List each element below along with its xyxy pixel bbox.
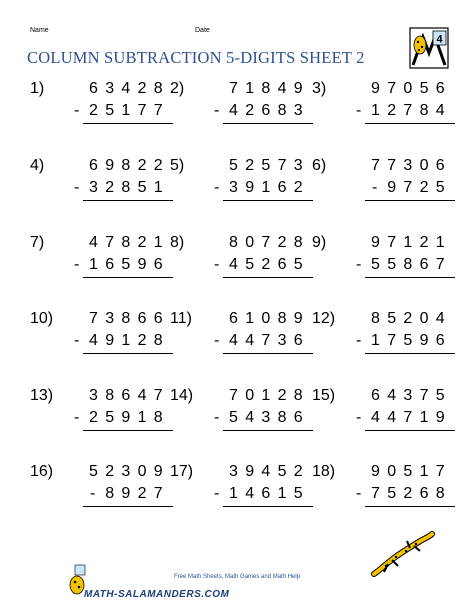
answer-line (365, 353, 455, 354)
answer-line (365, 506, 455, 507)
subtrahend: 8927 (105, 485, 170, 502)
subtrahend: 55867 (371, 256, 452, 273)
problem-6 (312, 157, 452, 207)
minus-sign: - (74, 409, 80, 426)
minus-sign: - (356, 409, 362, 426)
problem-7 (30, 234, 170, 284)
answer-line (365, 200, 455, 201)
salamander-icon (366, 530, 436, 582)
minus-sign: - (214, 409, 220, 426)
problem-10 (30, 310, 170, 360)
problem-number: 15) (312, 387, 336, 404)
problem-number: 14) (170, 387, 194, 404)
subtrahend: 16596 (89, 256, 170, 273)
problem-11 (170, 310, 310, 360)
answer-line (83, 506, 173, 507)
minuend: 64375 (371, 387, 452, 404)
minuend: 47821 (89, 234, 170, 251)
answer-line (223, 277, 313, 278)
answer-line (223, 430, 313, 431)
problem-18 (312, 463, 452, 513)
problem-5 (170, 157, 310, 207)
minuend: 80728 (229, 234, 310, 251)
problem-12 (312, 310, 452, 360)
subtrahend: 49128 (89, 332, 170, 349)
minus-sign: - (214, 179, 220, 196)
problem-number: 6) (312, 157, 327, 174)
subtrahend: 25918 (89, 409, 170, 426)
minuend: 77306 (371, 157, 452, 174)
problem-number: 1) (30, 80, 45, 97)
problem-number: 3) (312, 80, 327, 97)
minuend: 52309 (89, 463, 170, 480)
svg-text:4: 4 (436, 33, 443, 46)
problem-9 (312, 234, 452, 284)
problem-number: 7) (30, 234, 45, 251)
minus-sign: - (356, 102, 362, 119)
footer-brand: MATH-SALAMANDERS.COM (84, 589, 230, 600)
minus-sign: - (74, 256, 80, 273)
subtrahend: 14615 (229, 485, 310, 502)
subtrahend: 75268 (371, 485, 452, 502)
problem-number: 11) (170, 310, 192, 327)
problem-number: 5) (170, 157, 185, 174)
minuend: 52573 (229, 157, 310, 174)
subtrahend: 9725 (387, 179, 452, 196)
problem-number: 12) (312, 310, 336, 327)
subtrahend: 25177 (89, 102, 170, 119)
answer-line (365, 123, 455, 124)
answer-line (223, 353, 313, 354)
minuend: 85204 (371, 310, 452, 327)
minuend: 61089 (229, 310, 310, 327)
page-title: COLUMN SUBTRACTION 5-DIGITS SHEET 2 (27, 48, 365, 67)
problem-number: 2) (170, 80, 185, 97)
date-label: Date (195, 27, 210, 34)
problem-number: 8) (170, 234, 185, 251)
problem-number: 18) (312, 463, 336, 480)
minuend: 97121 (371, 234, 452, 251)
subtrahend: 44736 (229, 332, 310, 349)
minuend: 90517 (371, 463, 452, 480)
minuend: 73866 (89, 310, 170, 327)
subtrahend: 17596 (371, 332, 452, 349)
subtrahend: 39162 (229, 179, 310, 196)
answer-line (83, 123, 173, 124)
minuend: 97056 (371, 80, 452, 97)
minus-sign: - (214, 485, 220, 502)
minuend: 39452 (229, 463, 310, 480)
minuend: 70128 (229, 387, 310, 404)
problem-4 (30, 157, 170, 207)
subtrahend: 54386 (229, 409, 310, 426)
answer-line (223, 200, 313, 201)
subtrahend: 44719 (371, 409, 452, 426)
answer-line (83, 277, 173, 278)
subtrahend: 32851 (89, 179, 170, 196)
minuend: 69822 (89, 157, 170, 174)
name-label: Name (30, 27, 49, 34)
minus-sign: - (74, 102, 80, 119)
problem-17 (170, 463, 310, 513)
subtrahend: 42683 (229, 102, 310, 119)
minus-sign: - (214, 332, 220, 349)
answer-line (83, 200, 173, 201)
problem-number: 4) (30, 157, 45, 174)
minuend: 38647 (89, 387, 170, 404)
problem-13 (30, 387, 170, 437)
minus-sign: - (214, 102, 220, 119)
answer-line (83, 430, 173, 431)
answer-line (365, 277, 455, 278)
minuend: 63428 (89, 80, 170, 97)
minuend: 71849 (229, 80, 310, 97)
problem-number: 13) (30, 387, 54, 404)
subtrahend: 12784 (371, 102, 452, 119)
minus-sign: - (214, 256, 220, 273)
minus-sign: - (356, 332, 362, 349)
grade-4-logo-icon (409, 27, 449, 69)
problem-8 (170, 234, 310, 284)
problem-15 (312, 387, 452, 437)
problem-3 (312, 80, 452, 130)
minus-sign: - (372, 179, 378, 196)
subtrahend: 45265 (229, 256, 310, 273)
minus-sign: - (356, 485, 362, 502)
minus-sign: - (356, 256, 362, 273)
problem-14 (170, 387, 310, 437)
answer-line (83, 353, 173, 354)
problem-2 (170, 80, 310, 130)
footer-tagline: Free Math Sheets, Math Games and Math Help (174, 574, 301, 580)
minus-sign: - (90, 485, 96, 502)
minus-sign: - (74, 332, 80, 349)
minus-sign: - (74, 179, 80, 196)
problem-1 (30, 80, 170, 130)
answer-line (223, 123, 313, 124)
answer-line (365, 430, 455, 431)
problem-number: 9) (312, 234, 327, 251)
answer-line (223, 506, 313, 507)
problem-number: 17) (170, 463, 194, 480)
problem-16 (30, 463, 170, 513)
problem-number: 10) (30, 310, 54, 327)
problem-number: 16) (30, 463, 54, 480)
